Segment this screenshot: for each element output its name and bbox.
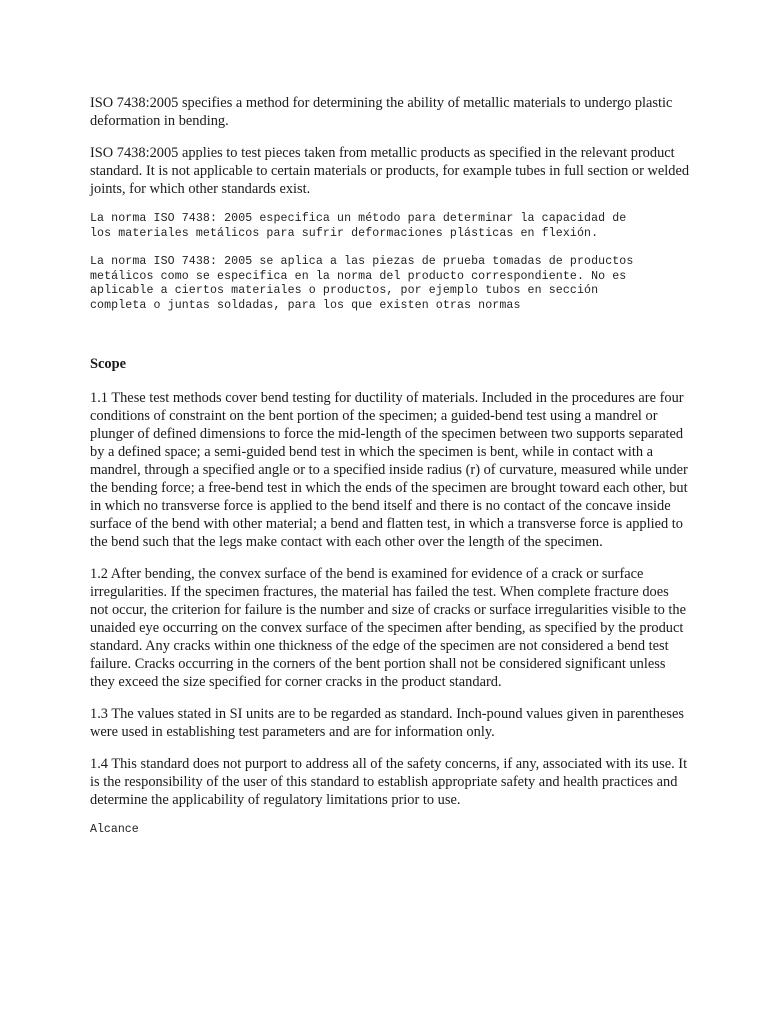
intro-paragraph-es-1: La norma ISO 7438: 2005 especifica un método para determinar la capacidad de los materiales metálicos para sufrir deformaciones plásticas en flexión. <box>90 212 627 240</box>
alcance-heading: Alcance <box>90 823 139 836</box>
scope-paragraph-1-2: 1.2 After bending, the convex surface of the bend is examined for evidence of a crack or surface irregularities. If the specimen fractures, the material has failed the test. When complete fracture does not occur, the criterion for failure is the number and size of cracks or surface irregularities visible to the unaided eye occurring on the convex surface of the specimen after bending, as specified by the product standard. Any cracks within one thickness of the edge of the specimen are not considered a bend test failure. Cracks occurring in the corners of the bent portion shall not be considered significant unless they exceed the size specified for corner cracks in the product standard. <box>90 566 687 690</box>
document-page <box>90 94 690 837</box>
scope-paragraph-1-1: 1.1 These test methods cover bend testing for ductility of materials. Included in the procedures are four conditions of constraint on the bent portion of the specimen; a guided-bend test using a mandrel or plunger of defined dimensions to force the mid-length of the specimen between two supports separated by a defined space; a semi-guided bend test in which the specimen is bent, while in contact with a mandrel, through a specified angle or to a specified inside radius (r) of curvature, measured while under the bending force; a free-bend test in which the ends of the specimen are brought toward each other, but in which no transverse force is applied to the bend itself and there is no contact of the concave inside surface of the bend with other material; a bend and flatten test, in which a transverse force is applied to the bend such that the legs make contact with each other over the length of the specimen. <box>90 390 688 550</box>
scope-paragraph-1-4: 1.4 This standard does not purport to address all of the safety concerns, if any, associated with its use. It is the responsibility of the user of this standard to establish appropriate safety and health practices and determine the applicability of regulatory limitations prior to use. <box>90 756 688 808</box>
intro-paragraph-en-2: ISO 7438:2005 applies to test pieces taken from metallic products as specified in the relevant product standard. It is not applicable to certain materials or products, for example tubes in full section or welded joints, for which other standards exist. <box>90 145 690 197</box>
scope-heading: Scope <box>90 356 126 372</box>
intro-paragraph-en-1: ISO 7438:2005 specifies a method for determining the ability of metallic materials to undergo plastic deformation in bending. <box>90 95 673 129</box>
scope-paragraph-1-3: 1.3 The values stated in SI units are to be regarded as standard. Inch-pound values given in parentheses were used in establishing test parameters and are for information only. <box>90 706 684 740</box>
intro-paragraph-es-2: La norma ISO 7438: 2005 se aplica a las piezas de prueba tomadas de productos metálicos como se especifica en la norma del producto correspondiente. No es aplicable a ciertos materiales o productos, por ejemplo tubos en sección completa o juntas soldadas, para los que existen otras normas <box>90 255 634 312</box>
